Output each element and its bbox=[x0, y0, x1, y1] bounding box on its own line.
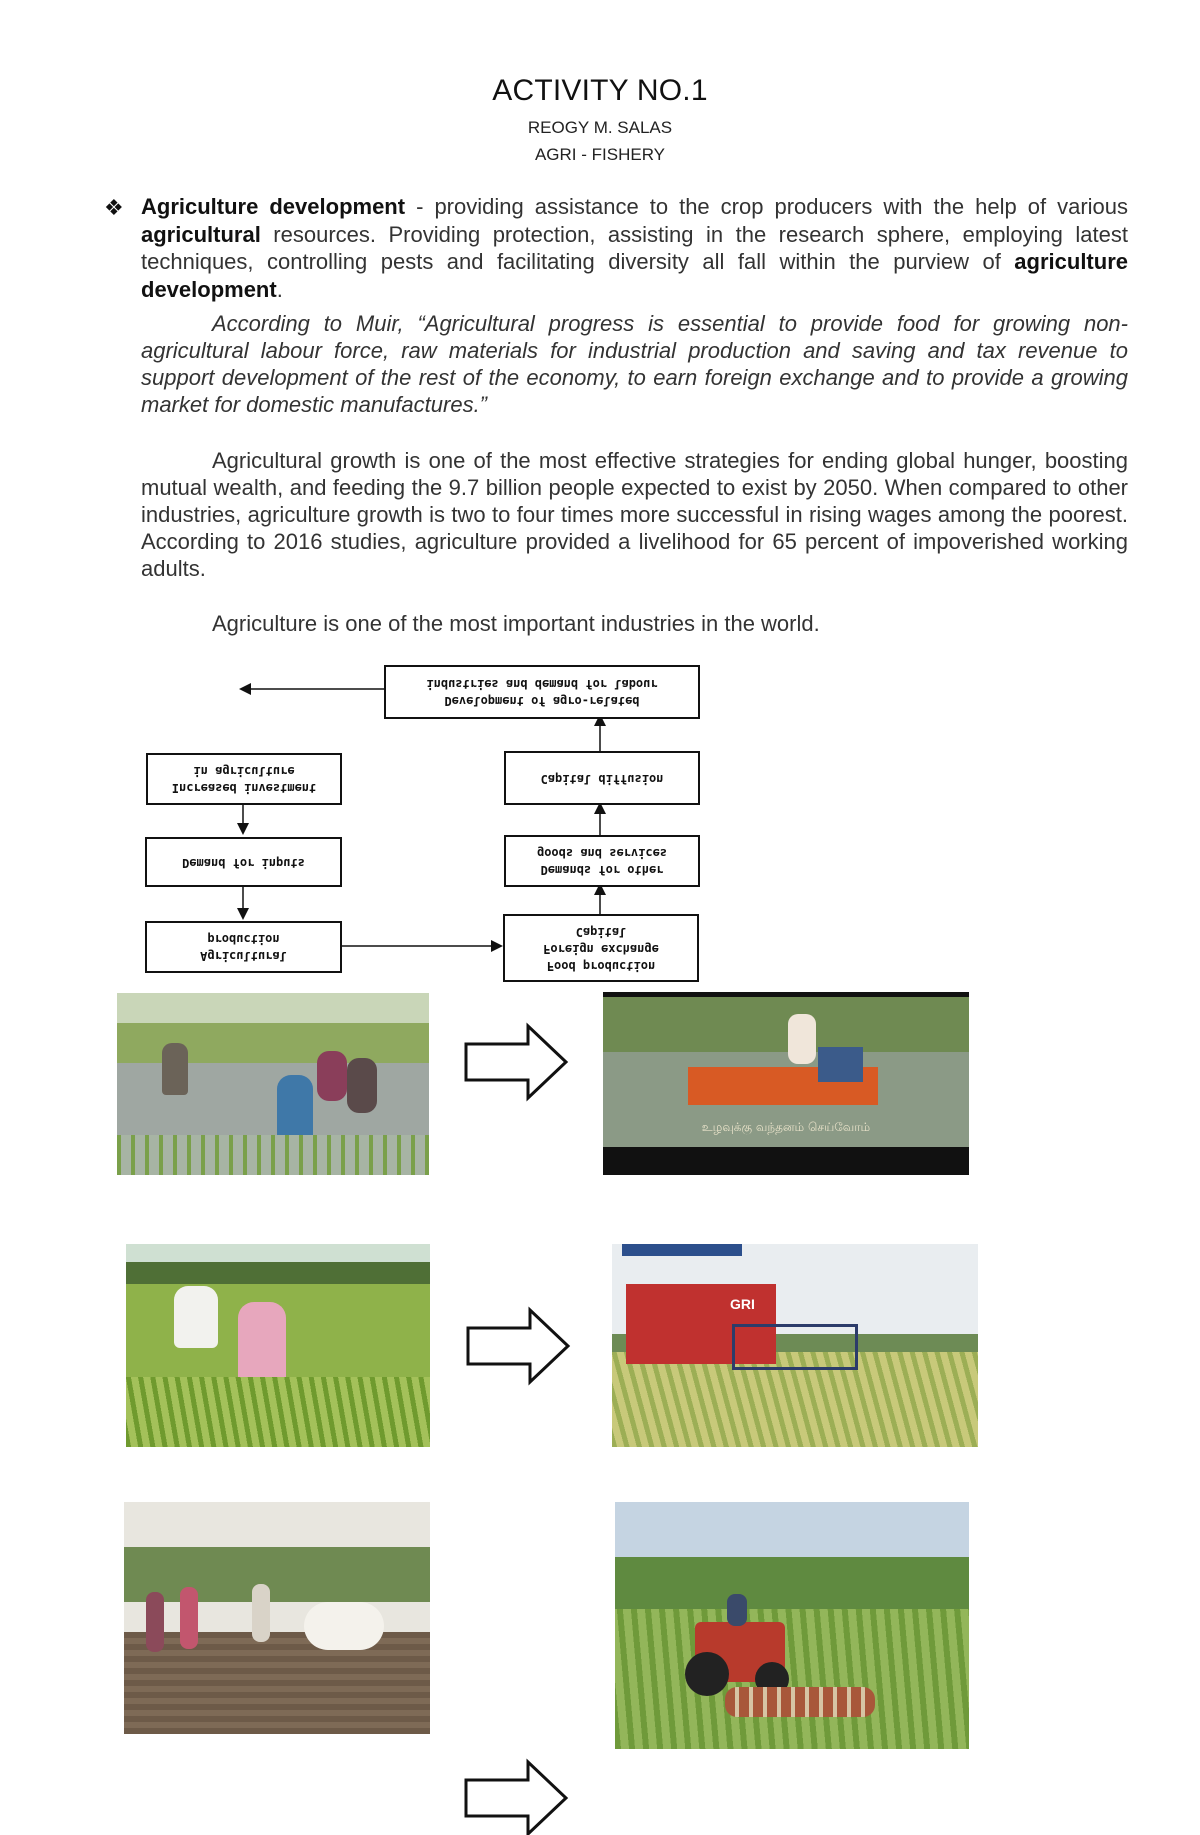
arrow-right-icon bbox=[462, 1022, 572, 1102]
photo-tractor-tilling bbox=[615, 1502, 969, 1749]
muir-quote: According to Muir, “Agricultural progress is essential to provide food for growing non-agricultural labour force, raw materials for industrial production and saving and tax revenue to support development of the rest of the economy, to earn foreign exchange and to provide a growing market for domestic manufactures.” bbox=[141, 311, 1128, 417]
photo-manual-rice-transplanting bbox=[117, 993, 429, 1175]
box-increased-investment: Increased investment in agriculture bbox=[146, 753, 342, 805]
box-demand-for-inputs: Demand for inputs bbox=[145, 837, 342, 887]
box-demands-other-goods: Demands for other goods and services bbox=[504, 835, 700, 887]
box-capital-diffusion: Capital diffusion bbox=[504, 751, 700, 805]
photo-oxen-plowing bbox=[124, 1502, 430, 1734]
box-development-agro-industries: Development of agro-related industries and demand for labour bbox=[384, 665, 700, 719]
box-food-production: Food production Foreign exchange Capital bbox=[503, 914, 699, 982]
video-caption: உழவுக்கு வந்தனம் செய்வோம் bbox=[701, 1120, 871, 1134]
bullet-icon: ❖ bbox=[104, 195, 124, 220]
closing-sentence: Agriculture is one of the most important industries in the world. bbox=[212, 611, 820, 636]
course-name: AGRI - FISHERY bbox=[534, 145, 666, 164]
arrow-right-icon bbox=[464, 1306, 574, 1386]
box-agricultural-production: Agricultural production bbox=[145, 921, 342, 973]
agriculture-flowchart bbox=[138, 655, 718, 990]
author-name: REOGY M. SALAS bbox=[527, 118, 673, 137]
arrow-right-icon bbox=[462, 1758, 572, 1835]
growth-paragraph: Agricultural growth is one of the most effective strategies for ending global hunger, boosting mutual wealth, and feeding the 9.7 billion people expected to exist by 2050. When compared to other industries, agriculture growth is two to four times more successful in rising wages among the poorest. According to 2016 studies, agriculture provided a livelihood for 65 percent of impoverished working adults. bbox=[141, 448, 1128, 581]
term-agriculture-development: Agriculture development bbox=[141, 194, 406, 219]
photo-combine-harvester: GRI bbox=[612, 1244, 978, 1447]
photo-manual-rice-harvest bbox=[126, 1244, 430, 1447]
photo-rice-transplanter-machine bbox=[603, 992, 969, 1175]
definition-paragraph: Agriculture development - providing assistance to the crop producers with the help of various agricultural resources. Providing protection, assisting in the research sphere, employing latest techniques, controlling pests and facilitating diversity all fall within the purview of agriculture development. bbox=[141, 194, 1128, 302]
page-title: ACTIVITY NO.1 bbox=[492, 74, 708, 107]
